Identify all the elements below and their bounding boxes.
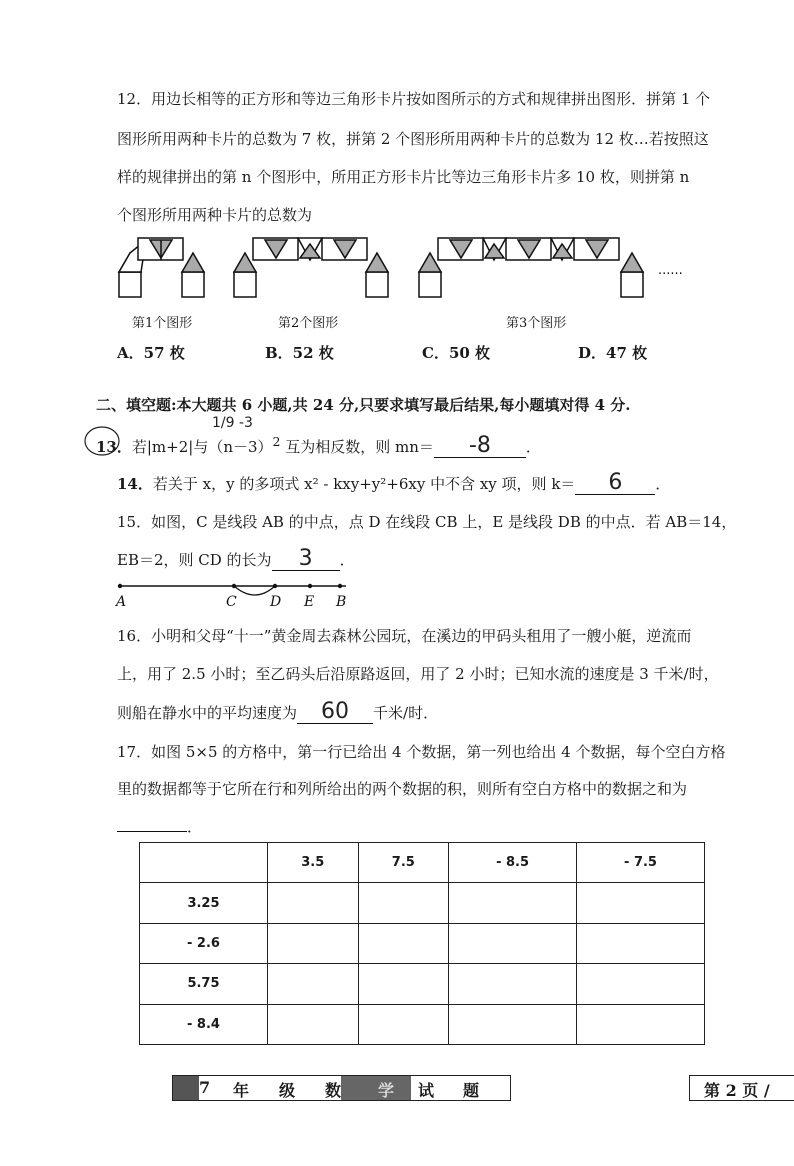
q16-line-2: 上，用了 2.5 小时；至乙码头后沿原路返回，用了 2 小时；已知水流的速度是 3 千米/时， (117, 665, 719, 683)
figure-2-label: 第2个图形 (278, 316, 339, 331)
grid-blank-cell (577, 923, 705, 963)
q12-option-d: D．47 枚 (578, 344, 648, 362)
pattern-figure-1 (119, 238, 204, 297)
q15-answer-blank[interactable] (272, 548, 340, 571)
grid-blank-cell (267, 964, 358, 1004)
footer-char: 级 (279, 1081, 296, 1100)
q13-circle-mark (82, 424, 122, 458)
q14-number: 14． (117, 475, 153, 493)
footer-char: 数 (325, 1081, 342, 1100)
grid-blank-cell (358, 923, 449, 963)
scan-shading (341, 1076, 411, 1100)
figure-1-label: 第1个图形 (132, 316, 193, 331)
q15-line-1: 15．如图，C 是线段 AB 的中点，点 D 在线段 CB 上，E 是线段 DB 的中点．若 AB＝14， (117, 513, 737, 531)
q13-text-b: 互为相反数，则 mn＝ (280, 438, 434, 456)
q12-option-a: A．57 枚 (117, 344, 185, 362)
footer-char: 题 (463, 1081, 480, 1100)
q12-line-4: 个图形所用两种卡片的总数为 (117, 206, 313, 224)
q13-handwritten-answer: -8 (468, 433, 491, 458)
q17-grid-table (139, 842, 705, 1045)
grid-row-header-cell: 3.25 (140, 883, 268, 923)
grid-corner-cell (140, 843, 268, 883)
q16-answer-blank[interactable] (297, 701, 373, 724)
table-row (140, 883, 705, 923)
grid-blank-cell (577, 964, 705, 1004)
grid-blank-cell (577, 883, 705, 923)
point-d-label: D (270, 594, 282, 610)
q15-end: ． (339, 551, 355, 569)
grid-blank-cell (577, 1004, 705, 1044)
q17-line-3 (117, 815, 202, 837)
grid-blank-cell (449, 923, 577, 963)
q15-text: EB＝2，则 CD 的长为 (117, 551, 272, 569)
grid-blank-cell (267, 883, 358, 923)
q14-answer-blank[interactable] (575, 472, 655, 495)
table-row (140, 1004, 705, 1044)
grid-header-cell: - 8.5 (449, 843, 577, 883)
q17-line-1: 17．如图 5×5 的方格中，第一行已给出 4 个数据，第一列也给出 4 个数据，每个空白方格 (117, 743, 726, 761)
footer-char: 年 (233, 1081, 250, 1100)
grid-blank-cell (358, 1004, 449, 1044)
grid-blank-cell (358, 883, 449, 923)
q12-line-1: 12．用边长相等的正方形和等边三角形卡片按如图所示的方式和规律拼出图形．拼第 1 个 (117, 90, 711, 108)
footer-grade: 7 (199, 1078, 211, 1097)
section-2-title: 二、填空题:本大题共 6 小题,共 24 分,只要求填写最后结果,每小题填对得 4 分. (96, 396, 631, 414)
q17-answer-blank[interactable] (117, 815, 187, 832)
footer-char: 学 (378, 1081, 395, 1100)
footer-page-number (689, 1075, 794, 1101)
q15-handwritten-answer: 3 (298, 546, 313, 571)
footer-exam-title (172, 1075, 511, 1101)
grid-blank-cell (449, 883, 577, 923)
q16-text: 则船在静水中的平均速度为 (117, 704, 298, 722)
footer-char: 试 (418, 1081, 435, 1100)
q15-line-2 (117, 548, 355, 571)
grid-row-header-cell: - 8.4 (140, 1004, 268, 1044)
q13-question (96, 434, 541, 458)
table-row (140, 843, 705, 883)
q13-answer-blank[interactable] (434, 435, 526, 458)
grid-header-cell: 3.5 (267, 843, 358, 883)
table-row (140, 964, 705, 1004)
point-e-label: E (304, 594, 315, 610)
grid-row-header-cell: - 2.6 (140, 923, 268, 963)
q17-end: ． (187, 818, 203, 836)
grid-blank-cell (449, 964, 577, 1004)
q12-line-2: 图形所用两种卡片的总数为 7 枚，拼第 2 个图形所用两种卡片的总数为 12 枚…若按照这 (117, 130, 709, 148)
q14-question (117, 472, 670, 495)
page-number-text: 第 2 页 / (704, 1081, 770, 1100)
q14-end: ． (655, 475, 671, 493)
point-a-label: A (116, 594, 127, 610)
figure-3-label: 第3个图形 (506, 316, 567, 331)
q13-exponent: 2 (272, 434, 281, 449)
grid-blank-cell (449, 1004, 577, 1044)
grid-blank-cell (267, 923, 358, 963)
q17-line-2: 里的数据都等于它所在行和列所给出的两个数据的积，则所有空白方格中的数据之和为 (117, 780, 688, 798)
q16-unit: 千米/时． (373, 704, 439, 722)
q14-text: 若关于 x，y 的多项式 x² - kxy+y²+6xy 中不含 xy 项，则 k＝ (152, 475, 576, 493)
q13-handwritten-annotation: 1/9 -3 (212, 415, 253, 431)
q16-handwritten-answer: 60 (321, 699, 350, 724)
pattern-figure-2 (234, 238, 388, 297)
grid-row-header-cell: 5.75 (140, 964, 268, 1004)
q15-segment-figure (110, 574, 370, 614)
q13-text-a: 若|m+2|与（n－3） (131, 438, 273, 456)
pattern-figure-3 (419, 238, 643, 297)
q16-line-1: 16．小明和父母“十一”黄金周去森林公园玩，在溪边的甲码头租用了一艘小艇，逆流而 (117, 627, 692, 645)
grid-header-cell: 7.5 (358, 843, 449, 883)
q13-number: 13． (96, 438, 132, 456)
q16-line-3 (117, 701, 438, 724)
scan-shading (173, 1076, 199, 1100)
q12-line-3: 样的规律拼出的第 n 个图形中，所用正方形卡片比等边三角形卡片多 10 枚，则拼第 n (117, 168, 690, 186)
table-row (140, 923, 705, 963)
grid-header-cell: - 7.5 (577, 843, 705, 883)
q12-option-b: B．52 枚 (265, 344, 334, 362)
q13-end: ． (525, 438, 541, 456)
point-c-label: C (226, 594, 237, 610)
grid-blank-cell (267, 1004, 358, 1044)
point-b-label: B (336, 594, 347, 610)
q12-option-c: C．50 枚 (422, 344, 491, 362)
q14-handwritten-answer: 6 (608, 470, 623, 495)
pattern-ellipsis: ...... (658, 263, 683, 278)
grid-blank-cell (358, 964, 449, 1004)
